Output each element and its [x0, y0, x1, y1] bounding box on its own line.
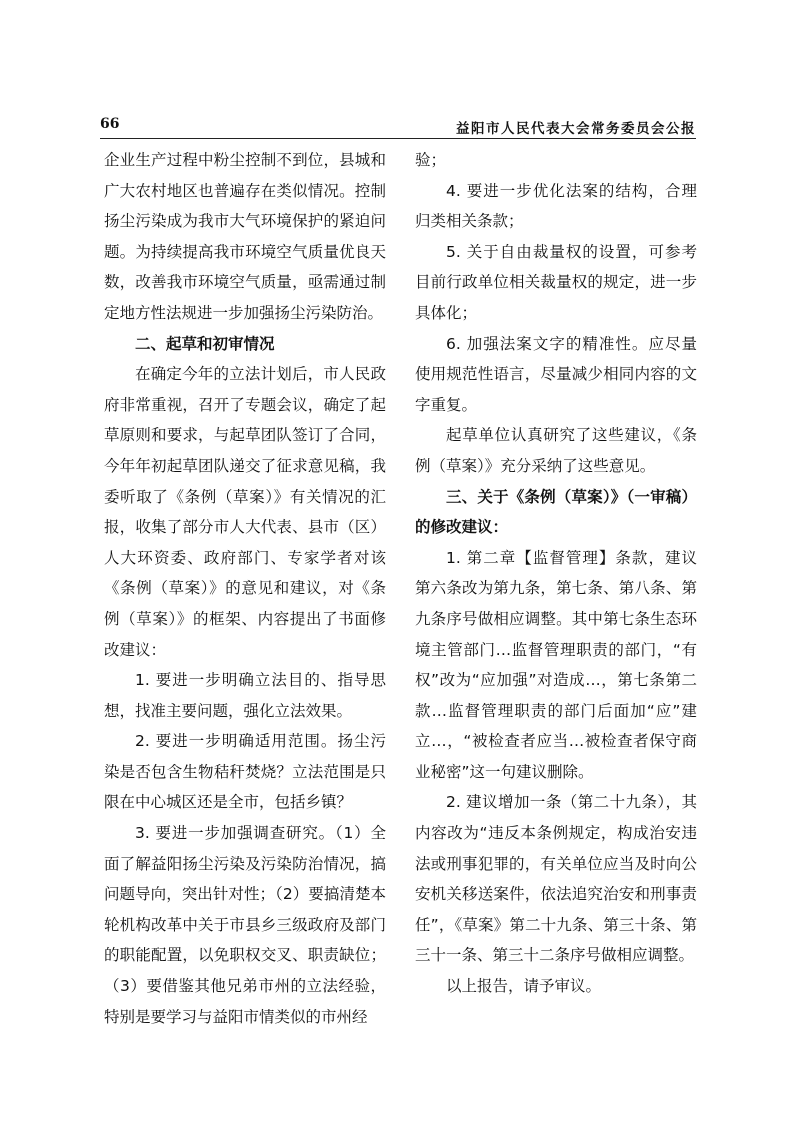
page-number: 66	[100, 116, 120, 132]
list-item: 4. 要进一步优化法案的结构，合理归类相关条款；	[415, 181, 697, 231]
right-column	[415, 145, 697, 1002]
list-item: 5. 关于自由裁量权的设置，可参考目前行政单位相关裁量权的规定，进一步具体化；	[415, 242, 697, 322]
page-header	[100, 116, 696, 136]
closing-line: 以上报告，请予审议。	[446, 977, 602, 996]
list-item: 3. 要进一步加强调查研究。（1）全面了解益阳扬尘污染及污染防治情况，搞问题导向，突出针对性；（2）要搞清楚本轮机构改革中关于市县乡三级政府及部门的职能配置，以免职权交叉、职责缺位；（3）要借鉴其他兄弟市州的立法经验，特别是要学习与益阳市情类似的市州经	[104, 824, 386, 1026]
paragraph: 验；	[415, 151, 447, 169]
paragraph: 企业生产过程中粉尘控制不到位，县城和广大农村地区也普遍存在类似情况。控制扬尘污染成为我市大气环境保护的紧迫问题。为持续提高我市环境空气质量优良天数，改善我市环境空气质量，亟需通过制定地方性法规进一步加强扬尘污染防治。	[104, 151, 386, 322]
list-item: 1. 要进一步明确立法目的、指导思想，找准主要问题，强化立法效果。	[104, 671, 386, 720]
list-item: 2. 建议增加一条（第二十九条），其内容改为“违反本条例规定，构成治安违法或刑事犯罪的，有关单位应当及时向公安机关移送案件，依法追究治安和刑事责任”，《草案》第二十九条、第三十条、第三十一条、第三十二条序号做相应调整。	[415, 793, 697, 965]
left-column	[104, 145, 386, 1032]
journal-title: 益阳市人民代表大会常务委员会公报	[456, 121, 696, 137]
section-heading: 二、起草和初审情况	[135, 334, 275, 353]
list-item: 1. 第二章【监督管理】条款，建议第六条改为第九条，第七条、第八条、第九条序号做相应调整。其中第七条生态环境主管部门…监督管理职责的部门，“有权”改为“应加强”对造成…，第七条第二款…监督管理职责的部门后面加“应”建立…，“被检查者应当…被检查者保守商业秘密”这一句建议删除。	[415, 548, 697, 781]
section-heading: 三、关于《条例（草案）》（一审稿）的修改建议：	[415, 487, 697, 537]
header-rule	[100, 138, 696, 139]
paragraph: 起草单位认真研究了这些建议，《条例（草案）》充分采纳了这些意见。	[415, 426, 697, 475]
list-item: 2. 要进一步明确适用范围。扬尘污染是否包含生物秸秆焚烧？立法范围是只限在中心城区还是全市，包括乡镇？	[104, 732, 386, 812]
list-item: 6. 加强法案文字的精准性。应尽量使用规范性语言，尽量减少相同内容的文字重复。	[415, 334, 697, 414]
paragraph: 在确定今年的立法计划后，市人民政府非常重视，召开了专题会议，确定了起草原则和要求，与起草团队签订了合同，今年年初起草团队递交了征求意见稿，我委听取了《条例（草案）》有关情况的汇报，收集了部分市人大代表、县市（区）人大环资委、政府部门、专家学者对该《条例（草案）》的意见和建议，对《条例（草案）》的框架、内容提出了书面修改建议：	[104, 365, 386, 659]
